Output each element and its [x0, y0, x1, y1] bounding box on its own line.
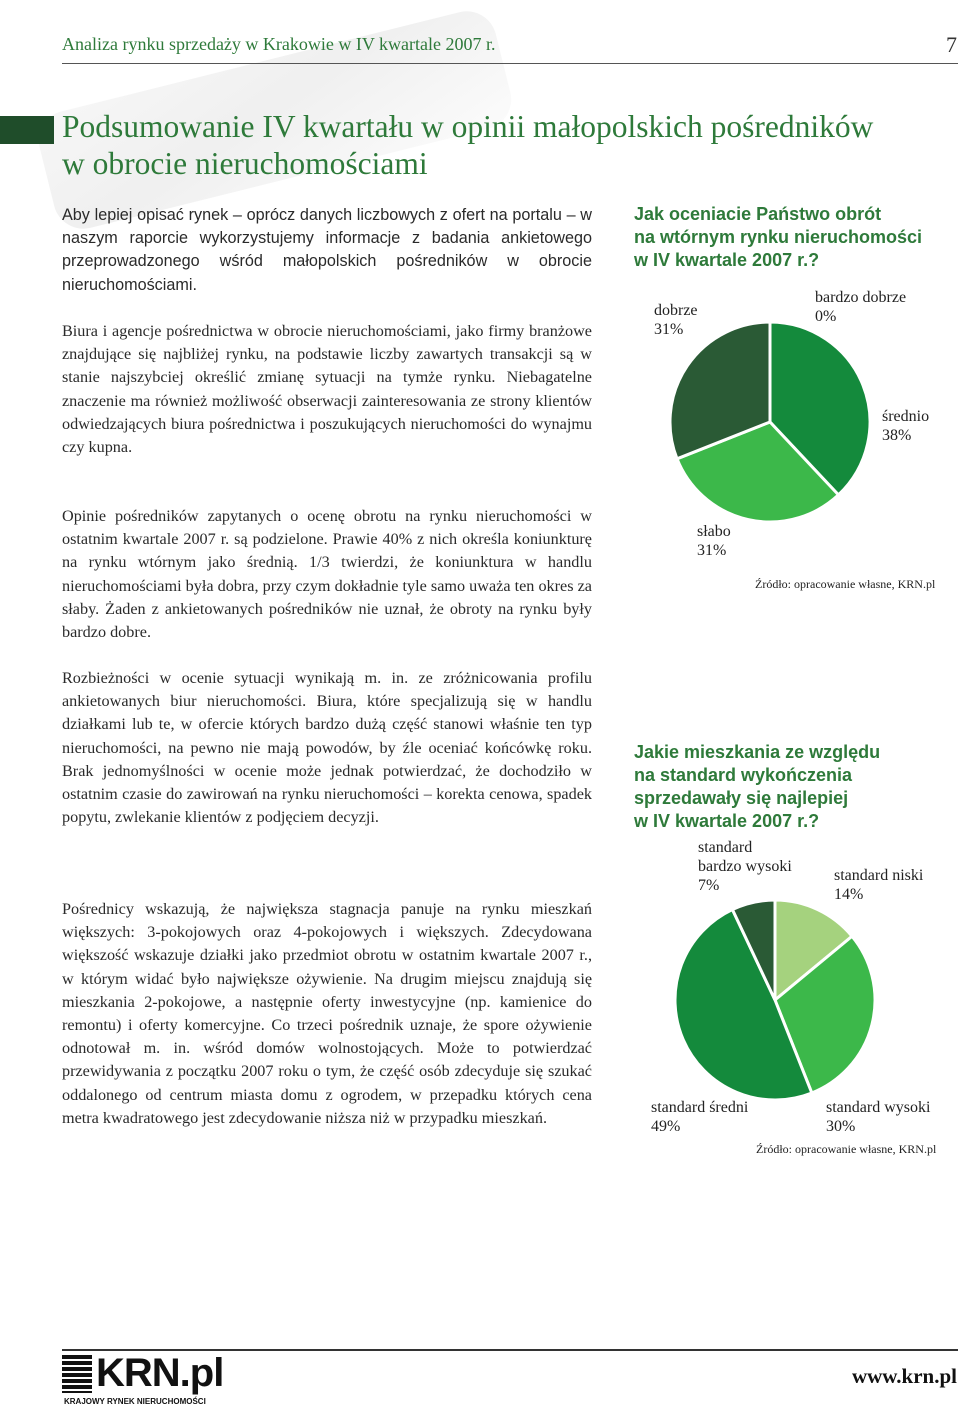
- chart-2-label-wysoki: [826, 1098, 930, 1136]
- chart-1-value-label: 0%: [815, 308, 837, 325]
- intro-paragraph: [62, 204, 592, 297]
- paragraph-3: Opinie pośredników zapytanych o ocenę obrotu na rynku nieruchomości w ostatnim kwartale 2007 r. są podzielone. Prawie 40% z nich określa koniunkturę na rynku wtórnym jako średnią. 1/3 twierdzi, że koniunktura w handlu nieruchomościami była dobra, przy czym dokładnie tyle samo uważa ten okres za słaby. Żaden z ankietowanych pośredników nie uznał, że obroty na rynku były bardzo dobre.: [62, 507, 592, 642]
- chart-2-value-label: 7%: [698, 877, 720, 894]
- chart-2-title-line: Jakie mieszkania ze względu: [634, 742, 881, 762]
- chart-2-title-line: sprzedawały się najlepiej: [634, 788, 849, 808]
- agencies-paragraph: [62, 320, 592, 459]
- chart-1-category-label: dobrze: [654, 302, 698, 319]
- running-header-title: Analiza rynku sprzedaży w Krakowie w IV kwartale 2007 r.: [62, 34, 496, 54]
- chart-1-title-line: na wtórnym rynku nieruchomości: [634, 227, 923, 247]
- opinions-paragraph: [62, 505, 592, 644]
- chart-1-label-bardzo-dobrze: [815, 288, 906, 326]
- section-title-line-1: Podsumowanie IV kwartału w opinii małopolskich pośredników: [62, 109, 874, 144]
- chart-2-value-label: 30%: [826, 1118, 856, 1135]
- chart-1-title: [634, 203, 922, 272]
- logo-house-icon: [62, 1355, 92, 1393]
- logo-subtitle: KRAJOWY RYNEK NIERUCHOMOŚCI: [64, 1397, 206, 1406]
- chart-2-category-label: standard: [698, 839, 753, 856]
- chart-1-label-slabo: [697, 522, 731, 560]
- chart-1-source: Źródło: opracowanie własne, KRN.pl: [755, 577, 936, 591]
- chart-2-value-label: 14%: [834, 886, 864, 903]
- header-divider: [62, 63, 958, 64]
- stagnation-paragraph: [62, 898, 592, 1130]
- chart-2-title-line: na standard wykończenia: [634, 765, 853, 785]
- chart-1-label-srednio: [882, 407, 929, 445]
- section-title-line-2: w obrocie nieruchomościami: [62, 146, 428, 181]
- chart-2-title: [634, 741, 880, 833]
- chart-2-pie: [665, 890, 885, 1110]
- chart-2-category-label: standard średni: [651, 1099, 749, 1116]
- chart-2-value-label: 49%: [651, 1118, 681, 1135]
- page-number: 7: [946, 32, 957, 57]
- chart-2-label-bardzo-wysoki: [698, 838, 792, 895]
- chart-1-category-label: bardzo dobrze: [815, 289, 907, 306]
- chart-2-category-label: standard wysoki: [826, 1099, 931, 1116]
- chart-1-pie: [660, 312, 880, 532]
- differences-paragraph: [62, 667, 592, 829]
- section-title-marker: [0, 116, 54, 144]
- paragraph-2: Biura i agencje pośrednictwa w obrocie nieruchomościami, jako firmy branżowe znajdujące się najbliżej rynku, na podstawie liczby zawartych transakcji są w stanie najszybciej określić zmianę sytuacji na tymże rynku. Niebagatelne znaczenie ma również możliwość obserwacji zainteresowania ze strony klientów odwiedzających biura pośrednictwa i poszukujących nieruchomości do wynajmu czy kupna.: [62, 322, 592, 457]
- chart-2-category-label: standard niski: [834, 867, 924, 884]
- chart-2-title-line: w IV kwartale 2007 r.?: [634, 811, 820, 831]
- chart-1-category-label: słabo: [697, 523, 731, 540]
- chart-1-title-line: Jak oceniacie Państwo obrót: [634, 204, 882, 224]
- logo-text: KRN.pl: [96, 1351, 224, 1395]
- chart-1-value-label: 38%: [882, 427, 912, 444]
- paragraph-4: Rozbieżności w ocenie sytuacji wynikają m. in. ze zróżnicowania profilu ankietowanych biur nieruchomości. Biura, które specjalizują się w handlu działkami lub te, w ofercie których bardzo dużą część stanowi właśnie ten typ nieruchomości, na pewno nie mają powodów, by źle oceniać końcówkę roku. Brak jednomyślności w ocenie może jednak potwierdzać, że dochodziło w ostatnim czasie do zawirowań na rynku nieruchomości – korekta cenowa, spadek popytu, zwlekanie klientów z podjęciem decyzji.: [62, 669, 592, 827]
- chart-1-value-label: 31%: [654, 321, 684, 338]
- chart-2-category-label: bardzo wysoki: [698, 858, 792, 875]
- paragraph-5: Pośrednicy wskazują, że największa stagnacja panuje na rynku mieszkań większych: 3-pokojowych oraz 4-pokojowych i większych. Zdecydowana większość wskazuje działki jako przedmiot obrotu w ostatnim kwartale 2007 r., w którym widać było największe ożywienie. Na drugim miejscu znajdują się mieszkania 2-pokojowe, a następnie oferty inwestycyjne (np. kamienice do remontu) i oferty komercyjne. Co trzeci pośrednik uznaje, że spore ożywienie odnotował m. in. wśród domów wolnostojących. Może to potwierdzać przewidywania z początku 2007 roku o tym, że część osób zdecyduje się szukać oddalonego od centrum miasta domu z ogrodem, w przepadku których cena metra kwadratowego jest zdecydowanie niższa niż w przypadku mieszkań.: [62, 900, 592, 1127]
- website-link[interactable]: www.krn.pl: [851, 1364, 957, 1388]
- chart-2-label-niski: [834, 866, 923, 904]
- chart-1-category-label: średnio: [882, 408, 930, 425]
- chart-2-source: Źródło: opracowanie własne, KRN.pl: [756, 1142, 937, 1156]
- chart-1-title-line: w IV kwartale 2007 r.?: [634, 250, 820, 270]
- chart-1-label-dobrze: [654, 301, 698, 339]
- paragraph-1: Aby lepiej opisać rynek – oprócz danych liczbowych z ofert na portalu – w naszym raporcie wykorzystujemy informacje z badania ankietowego przeprowadzonego wśród małopolskich pośredników w obrocie nieruchomościami.: [62, 206, 592, 294]
- chart-1-value-label: 31%: [697, 542, 727, 559]
- chart-2-label-sredni: [651, 1098, 748, 1136]
- section-title: [62, 108, 873, 182]
